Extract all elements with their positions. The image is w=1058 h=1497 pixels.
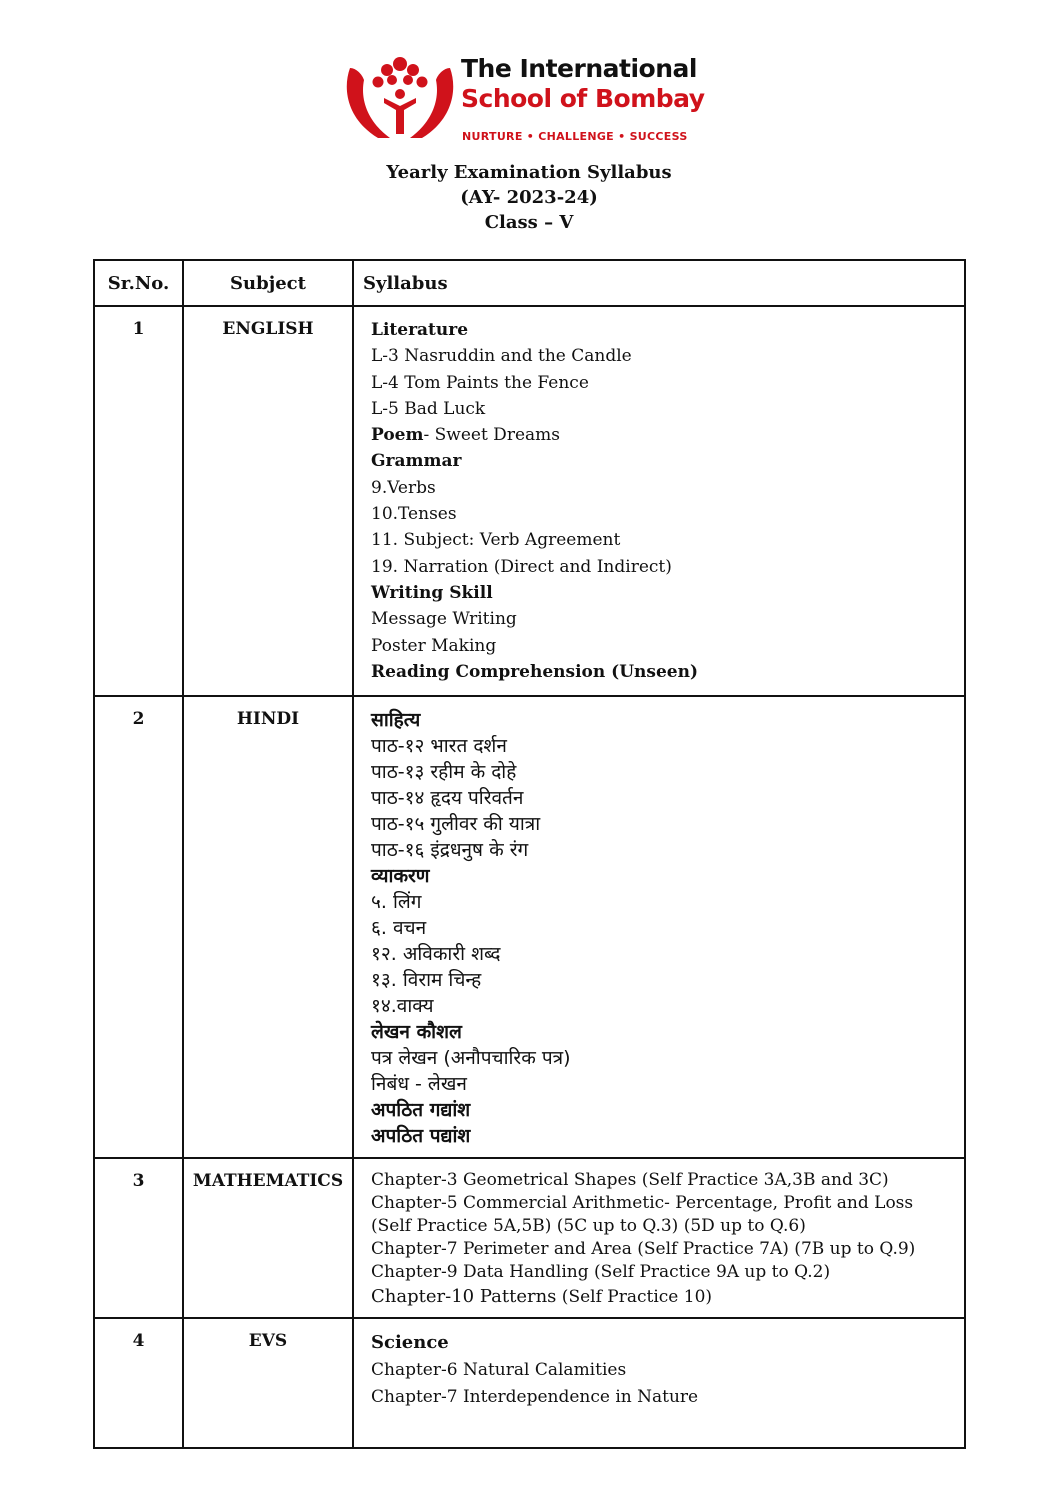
syllabus-line xyxy=(371,554,964,580)
syllabus-lines xyxy=(362,697,964,1157)
syllabus-line xyxy=(371,633,964,659)
syllabus-line xyxy=(371,941,964,967)
syllabus-line xyxy=(371,707,964,733)
table-row-hindi xyxy=(94,696,965,1158)
syllabus-line xyxy=(371,993,964,1019)
syllabus-text: पाठ-१६ इंद्रधनुष के रंग xyxy=(371,839,529,861)
document-titles xyxy=(0,160,1058,235)
syllabus-line xyxy=(371,1071,964,1097)
syllabus-text: Poster Making xyxy=(371,635,497,656)
syllabus-text: १२. अविकारी शब्द xyxy=(371,943,501,965)
syllabus-heading: Reading Comprehension (Unseen) xyxy=(371,661,699,682)
syllabus-line xyxy=(371,889,964,915)
school-header xyxy=(0,50,1058,150)
syllabus-text: Chapter-9 Data Handling (Self Practice 9A up to Q.2) xyxy=(371,1262,831,1282)
syllabus-text: पाठ-१४ हृदय परिवर्तन xyxy=(371,787,524,809)
table-row-mathematics xyxy=(94,1158,965,1318)
syllabus-lines xyxy=(362,307,964,693)
row-syllabus xyxy=(353,1158,965,1318)
row-number: 2 xyxy=(94,696,183,1158)
syllabus-text: Chapter-7 Perimeter and Area (Self Practice 7A) (7B up to Q.9) xyxy=(371,1239,916,1259)
syllabus-heading: Literature xyxy=(371,320,469,340)
syllabus-text: ५. लिंग xyxy=(371,891,422,913)
syllabus-line xyxy=(371,606,964,632)
row-number: 4 xyxy=(94,1318,183,1448)
syllabus-text: पाठ-१३ रहीम के दोहे xyxy=(371,761,517,783)
syllabus-text: पाठ-१२ भारत दर्शन xyxy=(371,735,507,757)
row-number: 1 xyxy=(94,306,183,696)
syllabus-line xyxy=(371,1284,964,1309)
table-row-evs xyxy=(94,1318,965,1448)
syllabus-heading: अपठित गद्यांश xyxy=(371,1099,471,1121)
syllabus-heading: Grammar xyxy=(371,451,462,472)
row-subject: MATHEMATICS xyxy=(183,1158,353,1318)
syllabus-text: निबंध - लेखन xyxy=(371,1073,467,1095)
row-syllabus xyxy=(353,696,965,1158)
syllabus-text: १४.वाक्य xyxy=(371,995,434,1017)
syllabus-lines xyxy=(362,1159,964,1317)
syllabus-line xyxy=(371,1357,964,1384)
table-header-row xyxy=(94,260,965,306)
academic-year: (AY- 2023-24) xyxy=(460,187,598,208)
syllabus-line xyxy=(371,863,964,889)
header-subject: Subject xyxy=(183,260,353,306)
syllabus-text: - Sweet Dreams xyxy=(423,425,560,446)
class-label: Class – V xyxy=(484,212,574,233)
syllabus-line xyxy=(371,370,964,396)
syllabus-line xyxy=(371,1261,964,1284)
syllabus-lines xyxy=(362,1319,964,1419)
syllabus-heading: Poem xyxy=(371,425,424,446)
row-syllabus xyxy=(353,1318,965,1448)
school-name-line1: The International xyxy=(461,54,697,83)
syllabus-line xyxy=(371,580,964,606)
header-syllabus: Syllabus xyxy=(353,260,965,306)
syllabus-line xyxy=(371,915,964,941)
syllabus-line xyxy=(371,475,964,501)
row-number: 3 xyxy=(94,1158,183,1318)
syllabus-heading: अपठित पद्यांश xyxy=(371,1125,471,1147)
row-syllabus xyxy=(353,306,965,696)
syllabus-line xyxy=(371,1329,964,1356)
document-title: Yearly Examination Syllabus xyxy=(386,162,672,183)
syllabus-text: L-5 Bad Luck xyxy=(371,398,486,419)
syllabus-text: 9.Verbs xyxy=(371,477,436,498)
syllabus-line xyxy=(371,733,964,759)
syllabus-text: १३. विराम चिन्ह xyxy=(371,969,482,991)
syllabus-line xyxy=(371,448,964,474)
syllabus-heading: Science xyxy=(371,1332,449,1353)
school-logo-icon xyxy=(340,50,460,142)
syllabus-line xyxy=(371,422,964,448)
syllabus-text: Chapter-3 Geometrical Shapes (Self Practice 3A,3B and 3C) xyxy=(371,1170,889,1190)
syllabus-line xyxy=(371,1384,964,1411)
syllabus-text: (Self Practice 5A,5B) (5C up to Q.3) (5D up to Q.6) xyxy=(371,1216,806,1236)
syllabus-line xyxy=(371,759,964,785)
school-name-line2: School of Bombay xyxy=(461,84,705,113)
syllabus-line xyxy=(371,659,964,685)
syllabus-text: Chapter-6 Natural Calamities xyxy=(371,1360,627,1380)
syllabus-text: Message Writing xyxy=(371,609,517,630)
syllabus-text: 10.Tenses xyxy=(371,504,457,525)
syllabus-text: ६. वचन xyxy=(371,917,427,939)
syllabus-line xyxy=(371,1238,964,1261)
syllabus-chapter: Chapter-10 Patterns xyxy=(371,1286,557,1307)
syllabus-line xyxy=(371,785,964,811)
syllabus-heading: व्याकरण xyxy=(371,865,430,887)
syllabus-text: L-3 Nasruddin and the Candle xyxy=(371,346,632,367)
syllabus-heading: Writing Skill xyxy=(371,582,493,603)
row-subject: ENGLISH xyxy=(183,306,353,696)
school-name xyxy=(461,54,761,114)
syllabus-line xyxy=(371,501,964,527)
syllabus-text: (Self Practice 10) xyxy=(556,1287,713,1307)
syllabus-text: Chapter-7 Interdependence in Nature xyxy=(371,1387,699,1407)
syllabus-line xyxy=(371,811,964,837)
table-row-english xyxy=(94,306,965,696)
syllabus-line xyxy=(371,527,964,553)
syllabus-line xyxy=(371,1019,964,1045)
row-subject: EVS xyxy=(183,1318,353,1448)
syllabus-line xyxy=(371,317,964,343)
syllabus-text: 19. Narration (Direct and Indirect) xyxy=(371,556,672,577)
syllabus-line xyxy=(371,967,964,993)
syllabus-line xyxy=(371,1192,964,1215)
syllabus-text: 11. Subject: Verb Agreement xyxy=(371,530,621,551)
syllabus-heading: लेखन कौशल xyxy=(371,1021,462,1043)
syllabus-line xyxy=(371,1215,964,1238)
syllabus-line xyxy=(371,1097,964,1123)
syllabus-text: L-4 Tom Paints the Fence xyxy=(371,372,589,393)
syllabus-text: पाठ-१५ गुलीवर की यात्रा xyxy=(371,813,541,835)
header-srno: Sr.No. xyxy=(94,260,183,306)
syllabus-line xyxy=(371,837,964,863)
syllabus-text: पत्र लेखन (अनौपचारिक पत्र) xyxy=(371,1047,571,1069)
syllabus-line xyxy=(371,1123,964,1149)
syllabus-heading: साहित्य xyxy=(371,709,421,731)
school-tagline: NURTURE • CHALLENGE • SUCCESS xyxy=(462,130,688,143)
syllabus-table xyxy=(93,259,966,1449)
syllabus-text: Chapter-5 Commercial Arithmetic- Percentage, Profit and Loss xyxy=(371,1193,914,1213)
syllabus-line xyxy=(371,1045,964,1071)
syllabus-line xyxy=(371,343,964,369)
syllabus-line xyxy=(371,396,964,422)
syllabus-line xyxy=(371,1169,964,1192)
row-subject: HINDI xyxy=(183,696,353,1158)
